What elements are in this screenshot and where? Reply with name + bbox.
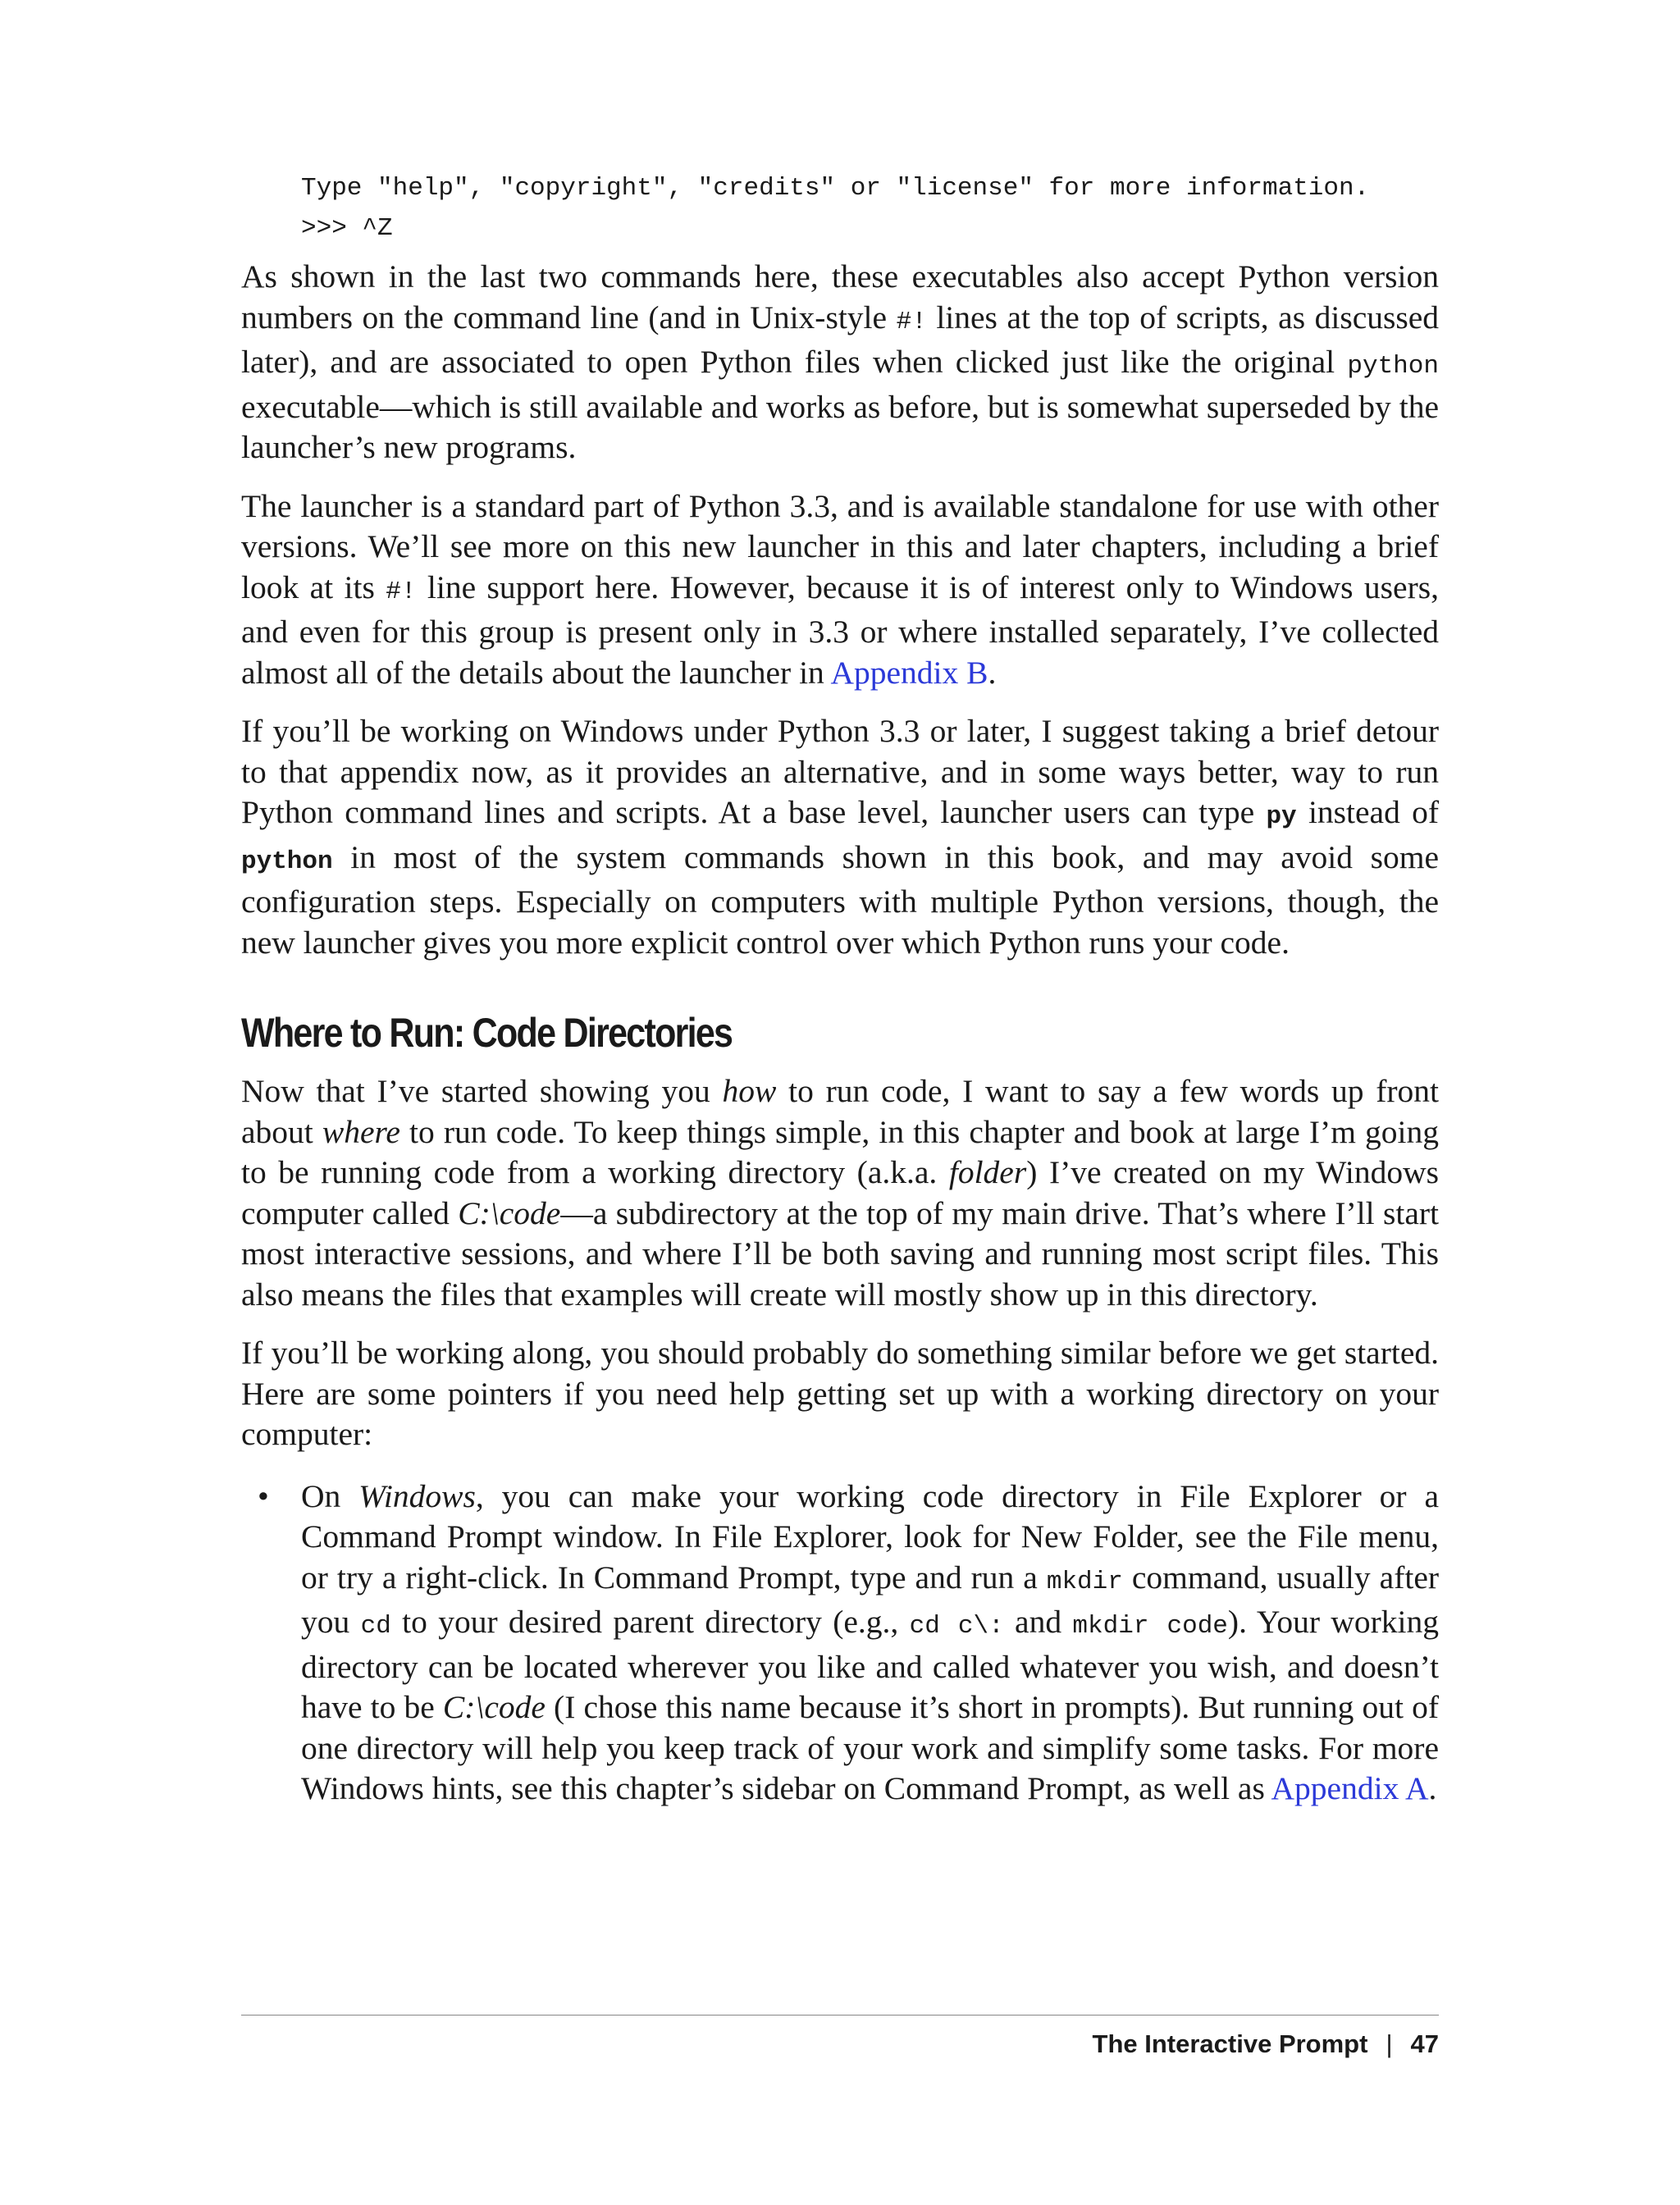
inline-code: mkdir: [1046, 1567, 1123, 1596]
emphasis: how: [722, 1073, 777, 1109]
text: to run code. To keep things simple, in this chapter and book at large I’m going to be running code from a working directory (a.k.a.: [241, 1113, 1439, 1190]
page-footer: [241, 2015, 1439, 2058]
footer-text: [1093, 2026, 1439, 2062]
inline-code: py: [1266, 802, 1297, 831]
text: (I chose this name because it’s short in prompts). But running out of one directory will help you keep track of your work and simplify some tasks. For more Windows hints, see this chapter’s sidebar on Command Prompt, as well as: [301, 1689, 1439, 1806]
paragraph: [241, 1071, 1439, 1315]
emphasis: C:\code: [458, 1194, 561, 1231]
text: .: [1428, 1770, 1437, 1806]
page-number: 47: [1410, 2029, 1439, 2058]
text: command, usually after you: [301, 1559, 1440, 1640]
text: —a subdirectory at the top of my main drive. That’s where I’ll start most interactive sessions, and where I’ll be both saving and running most script files. This also means the files that examples will create will mostly show up in this directory.: [241, 1194, 1439, 1312]
text: and: [1003, 1604, 1073, 1640]
text: in most of the system commands shown in this book, and may avoid some configuration steps. Especially on computers with multiple Python versions, though, the new launcher gives you more explicit control over which Python runs your code.: [241, 838, 1439, 961]
text: , you can make your working code directory in File Explorer or a Command Prompt window. In File Explorer, look for New Folder, see the File menu, or try a right-click. In Command Prompt, type and run a: [301, 1477, 1439, 1596]
inline-code: python: [241, 847, 333, 876]
code-line: >>> ^Z: [301, 214, 393, 243]
text: line support here. However, because it is of interest only to Windows users, and even for this group is present only in 3.3 or where installed separately, I’ve collected almost all of the details about the launcher in: [241, 568, 1439, 691]
running-section-title: The Interactive Prompt: [1092, 2029, 1368, 2058]
text: Now that I’ve started showing you: [241, 1073, 723, 1109]
text: .: [988, 654, 997, 691]
text: As shown in the last two commands here, these executables also accept Python version numbers on the command line (and in Unix-style: [241, 258, 1439, 336]
section-heading: Where to Run: Code Directories: [241, 1010, 733, 1056]
text: The launcher is a standard part of Python 3.3, and is available standalone for use with other versions. We’ll see more on this new launcher in this and later chapters, including a brief look at its: [241, 487, 1439, 605]
emphasis: Windows: [358, 1477, 476, 1514]
text: executable—which is still available and works as before, but is somewhat superseded by the launcher’s new programs.: [241, 388, 1439, 465]
inline-code: python: [1347, 352, 1439, 381]
page-content: [241, 168, 1439, 1810]
text: On: [301, 1477, 359, 1514]
appendix-a-link[interactable]: Appendix A: [1271, 1770, 1429, 1806]
paragraph: [241, 257, 1439, 468]
text: lines at the top of scripts, as discussed later), and are associated to open Python files when clicked just like the original: [241, 299, 1439, 380]
footer-separator: |: [1386, 2029, 1393, 2058]
emphasis: folder: [948, 1154, 1027, 1190]
appendix-b-link[interactable]: Appendix B: [830, 654, 988, 691]
paragraph: [241, 486, 1439, 694]
inline-code: mkdir code: [1072, 1612, 1228, 1641]
inline-code: #!: [386, 577, 417, 606]
list-item: [241, 1477, 1439, 1810]
paragraph: [241, 1333, 1439, 1455]
footer-divider: [241, 2015, 1439, 2016]
text: If you’ll be working along, you should probably do something similar before we get started. Here are some pointers if you need help getting set up with a working directory on your computer:: [241, 1335, 1439, 1452]
bullet-icon: •: [258, 1477, 269, 1514]
code-block: [301, 168, 1439, 249]
emphasis: where: [322, 1113, 400, 1150]
inline-code: cd: [360, 1612, 391, 1641]
text: instead of: [1296, 794, 1439, 830]
inline-code: cd c\:: [909, 1612, 1004, 1641]
text: to your desired parent directory (e.g.,: [390, 1604, 910, 1640]
emphasis: C:\code: [442, 1689, 546, 1725]
text: If you’ll be working on Windows under Python 3.3 or later, I suggest taking a brief detour to that appendix now, as it provides an alternative, and in some ways better, way to run Python command lines and scripts. At a base level, launcher users can type: [241, 713, 1439, 830]
inline-code: #!: [896, 307, 927, 336]
paragraph: [241, 711, 1439, 963]
text: to run code, I want to say a few words up front about: [241, 1073, 1439, 1150]
list-item-text: [301, 1477, 1439, 1810]
code-line: Type "help", "copyright", "credits" or "license" for more information.: [301, 174, 1370, 203]
text: ). Your working directory can be located wherever you like and called whatever you wish, and doesn’t have to be: [301, 1604, 1440, 1725]
text: ) I’ve created on my Windows computer called: [241, 1154, 1439, 1231]
